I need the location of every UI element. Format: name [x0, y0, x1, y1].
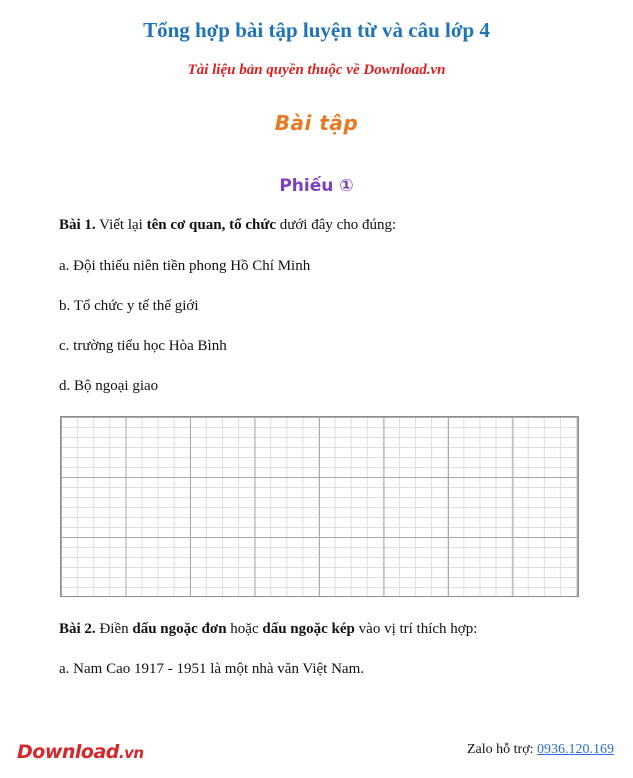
copyright-notice: Tài liệu bản quyền thuộc về Download.vn: [187, 62, 446, 78]
exercise-1-item-a: a. Đội thiếu niên tiền phong Hồ Chí Minh: [59, 258, 311, 274]
exercise-1-text-2: dưới đây cho đúng:: [275, 217, 397, 233]
exercise-1-item-d: d. Bộ ngoại giao: [59, 378, 159, 394]
handwriting-grid: [60, 416, 579, 597]
exercise-1-item-c: c. trường tiểu học Hòa Bình: [59, 338, 227, 354]
exercise-1-label: Bài 1.: [59, 217, 96, 233]
exercise-2-bold-1: dấu ngoặc đơn: [132, 621, 227, 637]
worksheet-heading: Phiếu ①: [279, 176, 354, 196]
support-contact: [467, 742, 614, 758]
exercise-2-text-3: vào vị trí thích hợp:: [354, 621, 478, 637]
exercise-2-text-2: hoặc: [226, 621, 263, 637]
logo-main-text: Download: [17, 741, 119, 763]
exercise-1-prompt: [59, 217, 396, 234]
exercise-1-item-b: b. Tổ chức y tế thế giới: [59, 298, 199, 314]
support-label: Zalo hỗ trợ:: [467, 742, 537, 757]
support-phone-link[interactable]: 0936.120.169: [537, 742, 614, 757]
document-title: Tổng hợp bài tập luyện từ và câu lớp 4: [143, 18, 490, 42]
exercise-2-prompt: [59, 621, 477, 638]
exercise-1-text-1: Viết lại: [95, 217, 147, 233]
exercise-2-text-1: Điền: [95, 621, 133, 637]
download-logo[interactable]: [17, 741, 144, 763]
exercise-1-bold-1: tên cơ quan, tổ chức: [146, 217, 276, 233]
exercise-2-label: Bài 2.: [59, 621, 96, 637]
exercise-2-item-a: a. Nam Cao 1917 - 1951 là một nhà văn Việt Nam.: [59, 661, 365, 677]
section-heading: Bài tập: [274, 111, 359, 135]
exercise-2-bold-2: dấu ngoặc kép: [262, 621, 355, 637]
logo-suffix-text: .vn: [118, 744, 144, 762]
